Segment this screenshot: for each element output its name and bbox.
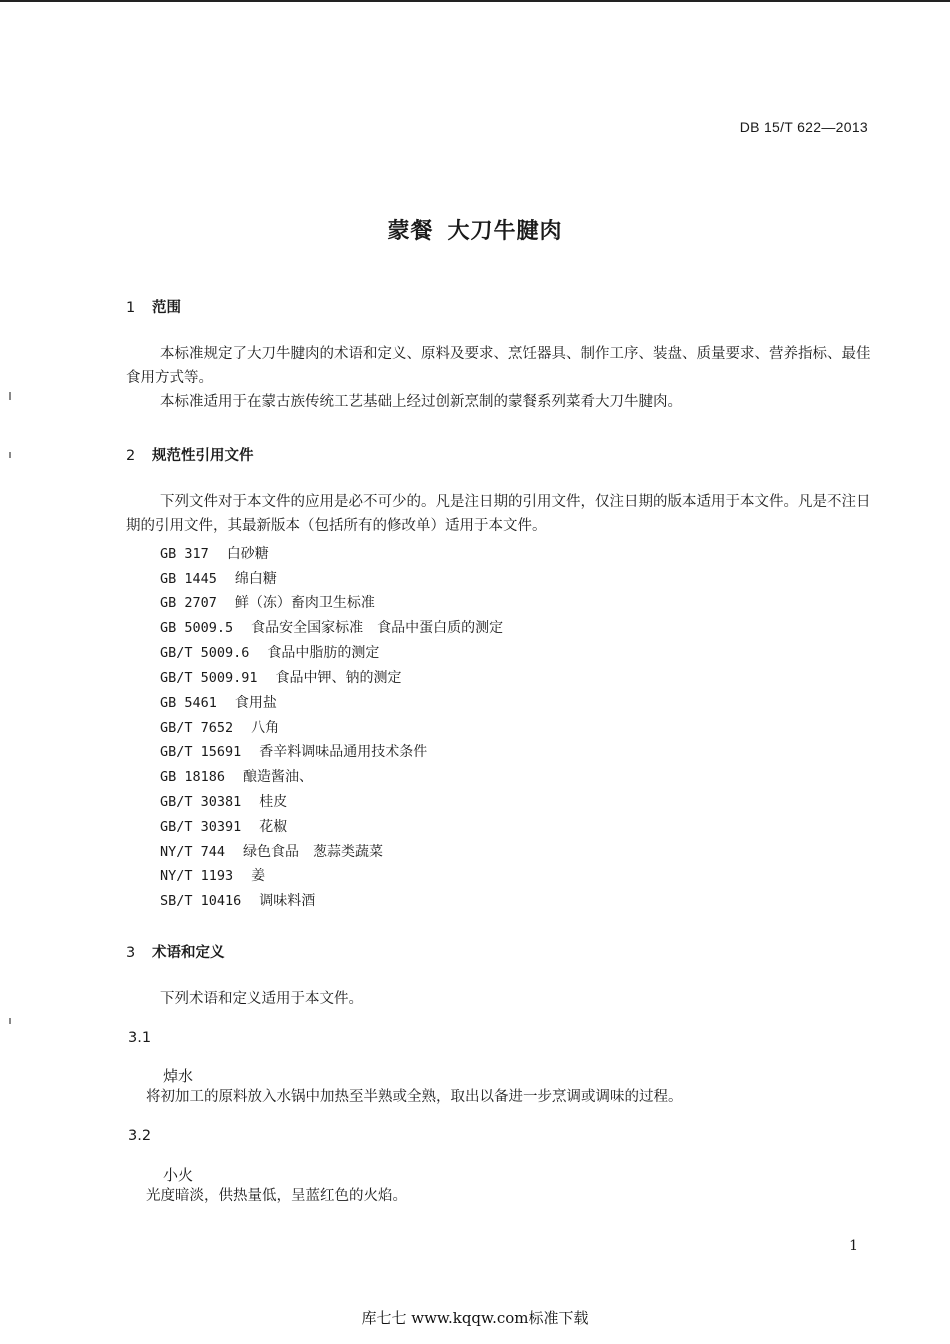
scan-artifact bbox=[9, 392, 11, 400]
reference-item bbox=[160, 642, 379, 662]
references-intro-paragraph: 下列文件对于本文件的应用是必不可少的。凡是注日期的引用文件，仅注日期的版本适用于本文件。凡是不注日期的引用文件，其最新版本（包括所有的修改单）适用于本文件。 bbox=[126, 494, 871, 534]
section-title: 范围 bbox=[152, 300, 181, 316]
standard-code: DB 15/T 622—2013 bbox=[739, 119, 868, 135]
reference-item bbox=[160, 865, 265, 885]
reference-item bbox=[160, 741, 427, 761]
page-number: 1 bbox=[849, 1238, 858, 1254]
reference-name: 食品中钾、钠的测定 bbox=[275, 670, 402, 686]
reference-code: GB 18186 bbox=[160, 769, 226, 785]
reference-item bbox=[160, 717, 279, 737]
reference-item bbox=[160, 568, 277, 588]
scan-artifact bbox=[9, 452, 11, 458]
reference-name: 酿造酱油、 bbox=[243, 769, 314, 785]
section-heading-scope bbox=[126, 296, 181, 317]
reference-name: 绵白糖 bbox=[234, 571, 277, 587]
reference-item bbox=[160, 890, 315, 910]
reference-code: GB/T 30381 bbox=[160, 794, 242, 810]
reference-name: 食用盐 bbox=[234, 695, 277, 711]
reference-name: 调味料酒 bbox=[259, 893, 316, 909]
reference-name: 绿色食品 葱蒜类蔬菜 bbox=[243, 844, 384, 860]
reference-code: GB 317 bbox=[160, 546, 209, 562]
reference-code: SB/T 10416 bbox=[160, 893, 242, 909]
section-heading-normative-references bbox=[126, 444, 254, 465]
term-name: 焯水 bbox=[163, 1067, 194, 1085]
reference-code: GB 5009.5 bbox=[160, 620, 234, 636]
term-definition: 将初加工的原料放入水锅中加热至半熟或全熟，取出以备进一步烹调或调味的过程。 bbox=[146, 1089, 683, 1105]
title-part-2: 大刀牛腱肉 bbox=[447, 219, 563, 244]
section-number: 1 bbox=[126, 300, 136, 316]
section-title: 术语和定义 bbox=[152, 945, 225, 961]
scan-artifact bbox=[9, 1018, 11, 1024]
reference-code: GB 2707 bbox=[160, 595, 217, 611]
reference-code: GB/T 5009.91 bbox=[160, 670, 258, 686]
reference-item bbox=[160, 816, 287, 836]
reference-name: 桂皮 bbox=[259, 794, 288, 810]
reference-code: GB/T 7652 bbox=[160, 720, 234, 736]
reference-name: 香辛料调味品通用技术条件 bbox=[259, 744, 428, 760]
reference-item bbox=[160, 841, 383, 861]
reference-item bbox=[160, 766, 313, 786]
reference-item bbox=[160, 592, 375, 612]
term-definition: 光度暗淡，供热量低，呈蓝红色的火焰。 bbox=[146, 1188, 407, 1204]
reference-item bbox=[160, 617, 503, 637]
terms-intro-paragraph: 下列术语和定义适用于本文件。 bbox=[160, 991, 363, 1007]
section-number: 3 bbox=[126, 945, 136, 961]
reference-item bbox=[160, 692, 277, 712]
term-name: 小火 bbox=[163, 1166, 194, 1184]
reference-code: GB 1445 bbox=[160, 571, 217, 587]
reference-item bbox=[160, 543, 269, 563]
page-title bbox=[0, 214, 950, 245]
top-rule bbox=[0, 0, 950, 2]
reference-name: 白砂糖 bbox=[226, 546, 269, 562]
reference-name: 八角 bbox=[251, 720, 280, 736]
term-number: 3.2 bbox=[128, 1128, 152, 1144]
reference-code: NY/T 1193 bbox=[160, 868, 234, 884]
reference-code: GB 5461 bbox=[160, 695, 217, 711]
footer-watermark-text: 库七七 www.kqqw.com标准下载 bbox=[361, 1309, 589, 1327]
scope-paragraph-2: 本标准适用于在蒙古族传统工艺基础上经过创新烹制的蒙餐系列菜肴大刀牛腱肉。 bbox=[160, 394, 682, 410]
reference-name: 花椒 bbox=[259, 819, 288, 835]
reference-name: 食品安全国家标准 食品中蛋白质的测定 bbox=[251, 620, 504, 636]
section-number: 2 bbox=[126, 448, 136, 464]
reference-name: 鲜（冻）畜肉卫生标准 bbox=[234, 595, 375, 611]
reference-item bbox=[160, 791, 287, 811]
title-part-1: 蒙餐 bbox=[387, 219, 434, 244]
reference-item bbox=[160, 667, 402, 687]
section-title: 规范性引用文件 bbox=[152, 448, 254, 464]
section-heading-terms bbox=[126, 941, 225, 962]
reference-name: 姜 bbox=[251, 868, 266, 884]
scope-paragraph-1: 本标准规定了大刀牛腱肉的术语和定义、原料及要求、烹饪器具、制作工序、装盘、质量要求、营养指标、最佳食用方式等。 bbox=[126, 346, 871, 386]
term-number: 3.1 bbox=[128, 1030, 152, 1046]
reference-name: 食品中脂肪的测定 bbox=[267, 645, 380, 661]
reference-code: GB/T 15691 bbox=[160, 744, 242, 760]
reference-code: GB/T 5009.6 bbox=[160, 645, 250, 661]
reference-code: GB/T 30391 bbox=[160, 819, 242, 835]
reference-code: NY/T 744 bbox=[160, 844, 226, 860]
